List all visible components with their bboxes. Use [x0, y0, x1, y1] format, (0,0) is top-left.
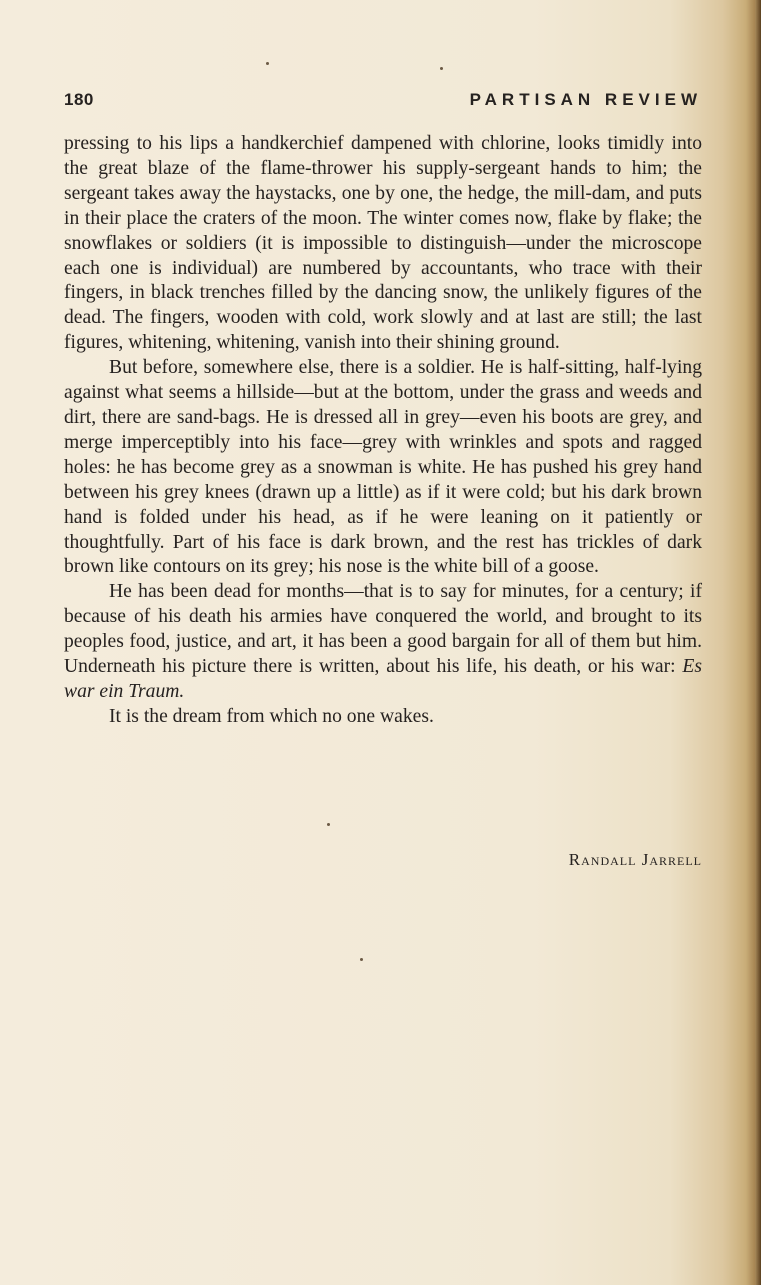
print-speck — [440, 67, 443, 70]
paragraph-text: He has been dead for months—that is to say for minutes, for a century; if because of his death his armies have conquered the world, and brought to its peoples food, justice, and art, it has been a good bargain for all of them but him. Underneath his picture there is written, about his life, his death, or his war: — [64, 581, 702, 678]
paragraph — [64, 580, 702, 705]
journal-title: PARTISAN REVIEW — [469, 90, 702, 109]
article-text — [64, 132, 702, 730]
author-signature: Randall Jarrell — [568, 850, 702, 869]
paragraph: But before, somewhere else, there is a soldier. He is half-sitting, half-lying against what seems a hillside—but at the bottom, under the grass and weeds and dirt, there are sand-bags. He is dressed all in grey—even his boots are grey, and merge imperceptibly into his face—grey with wrinkles and spots and ragged holes: he has become grey as a snowman is white. He has pushed his grey hand between his grey knees (drawn up a little) as if it were cold; but his dark brown hand is folded under his head, as if he were leaning on it patiently or thoughtfully. Part of his face is dark brown, and the rest has trickles of dark brown like contours on its grey; his nose is the white bill of a goose. — [64, 357, 702, 578]
page-number: 180 — [64, 90, 94, 109]
paragraph: It is the dream from which no one wakes. — [109, 705, 434, 727]
page-gutter-edge — [755, 0, 761, 1285]
print-speck — [360, 958, 363, 961]
print-speck — [266, 62, 269, 65]
running-head — [64, 90, 702, 114]
paragraph: pressing to his lips a handkerchief dampened with chlorine, looks timidly into the great blaze of the flame-thrower his supply-sergeant hands to him; the sergeant takes away the haystacks, one by one, the hedge, the mill-dam, and puts in their place the craters of the moon. The winter comes now, flake by flake; the snowflakes or soldiers (it is impossible to distinguish—under the microscope each one is individual) are numbered by accountants, who trace with their fingers, in black trenches filled by the dancing snow, the unlikely figures of the dead. The fingers, wooden with cold, work slowly and at last are still; the last figures, whitening, whitening, vanish into their shining ground. — [64, 133, 702, 354]
german-quote: Es war ein Traum. — [64, 656, 702, 702]
print-speck — [327, 823, 330, 826]
